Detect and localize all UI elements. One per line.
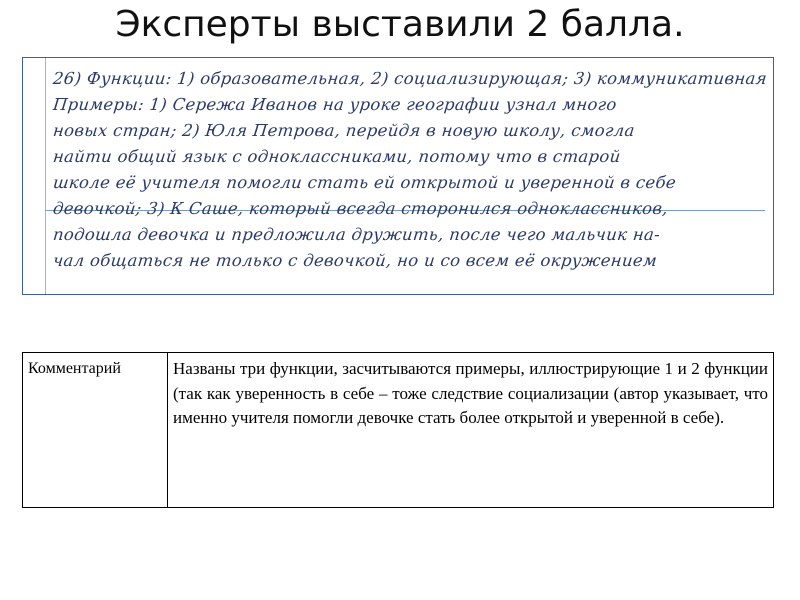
handwritten-line: новых стран; 2) Юля Петрова, перейдя в новую школу, смогла: [52, 121, 636, 140]
comment-table: [22, 352, 774, 508]
comment-label: Комментарий: [23, 353, 168, 508]
slide-title: Эксперты выставили 2 балла.: [115, 4, 685, 45]
handwritten-answer-scan: [22, 57, 774, 295]
handwritten-line: девочкой; 3) К Саше, который всегда сторонился одноклассников,: [52, 199, 669, 218]
handwritten-line: чал общаться не только с девочкой, но и со всем её окружением: [52, 251, 659, 270]
handwritten-line: найти общий язык с одноклассниками, потому что в старой: [52, 147, 622, 166]
handwritten-line: 26) Функции: 1) образовательная, 2) социализирующая; 3) коммуникативная: [52, 69, 768, 88]
handwritten-line: Примеры: 1) Сережа Иванов на уроке географии узнал много: [52, 95, 618, 114]
handwritten-line: школе её учителя помогли стать ей открытой и уверенной в себе: [52, 173, 677, 192]
handwritten-answer-text: [53, 66, 768, 274]
table-row: [23, 353, 774, 508]
handwritten-line: подошла девочка и предложила дружить, после чего мальчик на-: [52, 225, 662, 244]
scan-margin-line: [45, 58, 46, 294]
comment-text: Названы три функции, засчитываются примеры, иллюстрирующие 1 и 2 функции (так как уверенность в себе – тоже следствие социализации (автор указывает, что именно учителя помогли девочке стать более открытой и уверенной в себе).: [168, 353, 774, 508]
